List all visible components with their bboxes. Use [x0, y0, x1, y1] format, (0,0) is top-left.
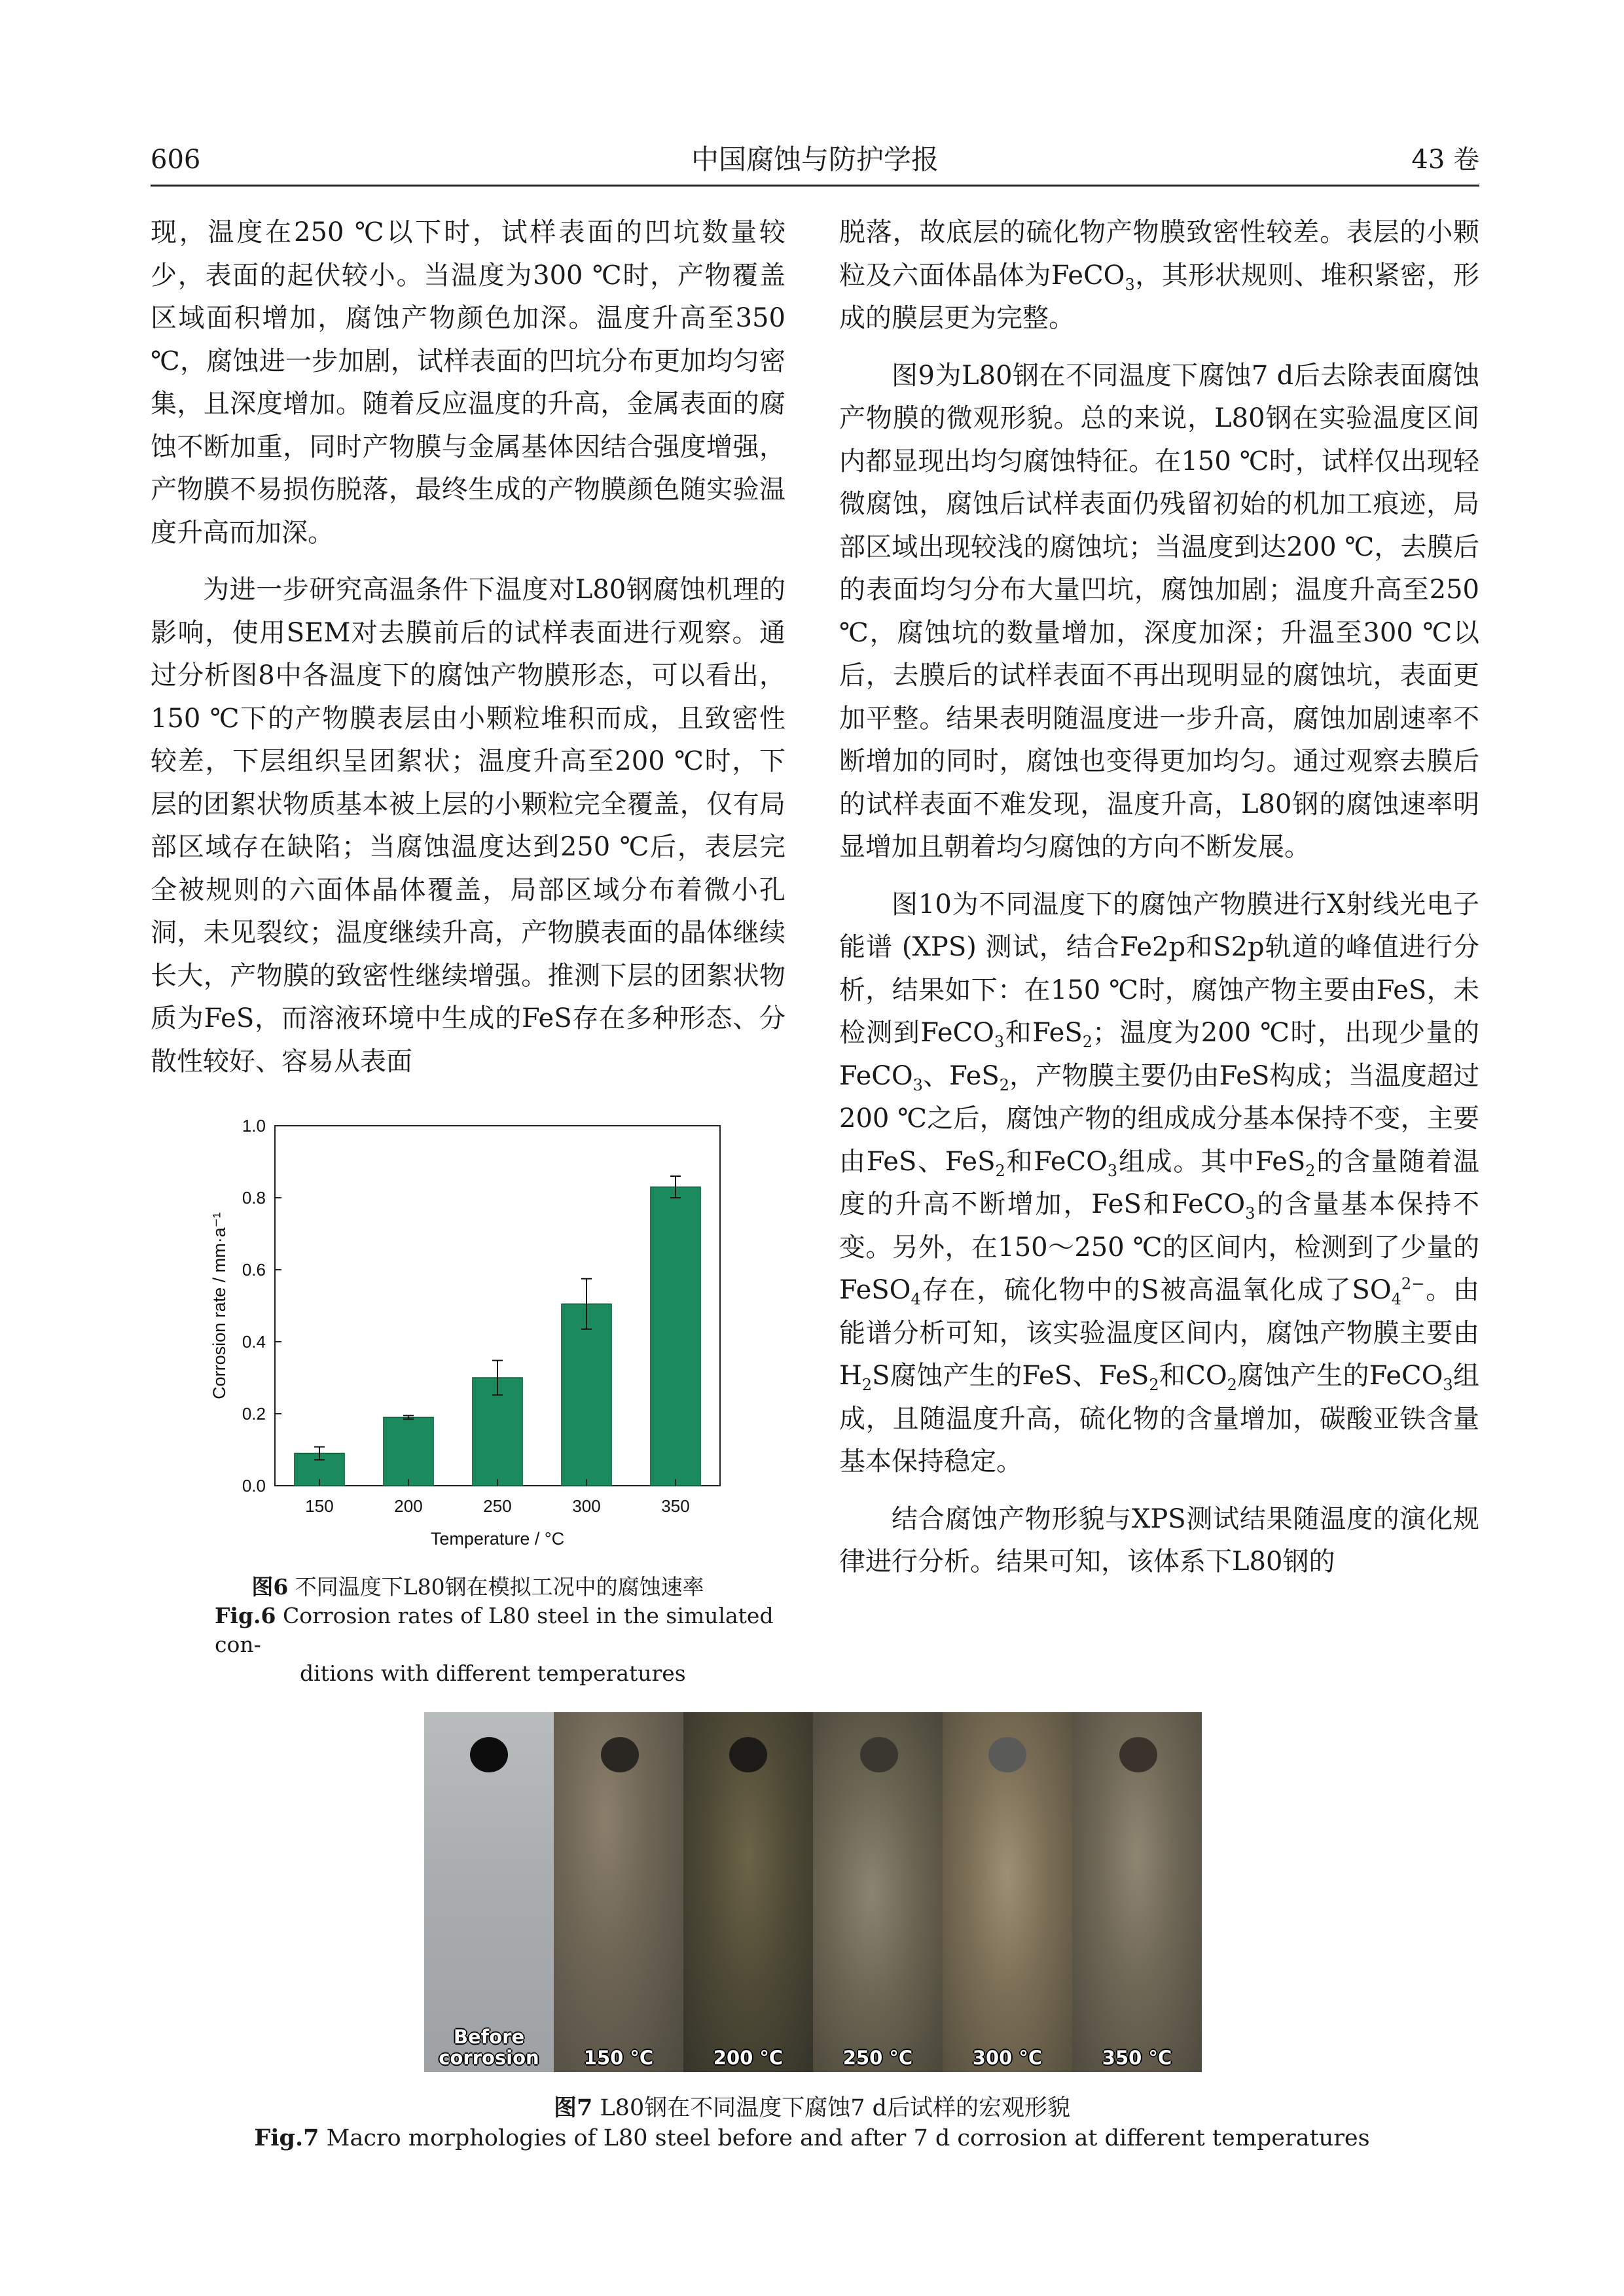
x-tick-label: 200: [394, 1496, 423, 1516]
panel-label: Before corrosion: [439, 2026, 539, 2069]
x-tick-label: 150: [305, 1496, 334, 1516]
specimen-150: [554, 1712, 683, 2072]
paragraph: 图9为L80钢在不同温度下腐蚀7 d后去除表面腐蚀产物膜的微观形貌。总的来说，L80钢在实验温度区间内都显现出均匀腐蚀特征。在150 ℃时，试样仅出现轻微腐蚀，腐蚀后试样表面仍残留初始的机加工痕迹，局部区域出现较浅的腐蚀坑；当温度到达200 ℃，去膜后的表面均匀分布大量凹坑，腐蚀加剧；温度升高至250 ℃，腐蚀坑的数量增加，深度加深；升温至300 ℃以后，去膜后的试样表面不再出现明显的腐蚀坑，表面更加平整。结果表明随温度进一步升高，腐蚀加剧速率不断增加的同时，腐蚀也变得更加均匀。通过观察去膜后的试样表面不难发现，温度升高，L80钢的腐蚀速率明显增加且朝着均匀腐蚀的方向不断发展。: [839, 360, 1479, 862]
specimen-300: [943, 1712, 1072, 2072]
y-tick-label: 0.4: [242, 1332, 266, 1352]
bar: [384, 1418, 433, 1486]
header-rule: [151, 185, 1479, 187]
specimen-250: [813, 1712, 943, 2072]
journal-title: 中国腐蚀与防护学报: [691, 143, 939, 175]
specimen-before: [424, 1712, 554, 2072]
figure-7-caption: 图7 L80钢在不同温度下腐蚀7 d后试样的宏观形貌 Fig.7 Macro morphologies of L80 steel before and after 7 d corrosion at different temperatures: [254, 2094, 1370, 2151]
specimen-200: [683, 1712, 813, 2072]
y-tick-label: 0.8: [242, 1188, 266, 1208]
specimen-hole: [988, 1737, 1026, 1772]
x-tick-label: 300: [572, 1496, 601, 1516]
specimen-hole: [1119, 1737, 1157, 1772]
paragraph: 为进一步研究高温条件下温度对L80钢腐蚀机理的影响，使用SEM对去膜前后的试样表面进行观察。通过分析图8中各温度下的腐蚀产物膜形态，可以看出，150 ℃下的产物膜表层由小颗粒堆积而成，且致密性较差，下层组织呈团絮状；温度升高至200 ℃时，下层的团絮状物质基本被上层的小颗粒完全覆盖，仅有局部区域存在缺陷；当腐蚀温度达到250 ℃后，表层完全被规则的六面体晶体覆盖，局部区域分布着微小孔洞，未见裂纹；温度继续升高，产物膜表面的晶体继续长大，产物膜的致密性继续增强。推测下层的团絮状物质为FeS，而溶液环境中生成的FeS存在多种形态、分散性较好、容易从表面: [151, 575, 785, 1077]
specimen-hole: [601, 1737, 639, 1772]
specimen-hole: [470, 1737, 508, 1772]
paragraph: 现，温度在250 ℃以下时，试样表面的凹坑数量较少，表面的起伏较小。当温度为300 ℃时，产物覆盖区域面积增加，腐蚀产物颜色加深。温度升高至350 ℃，腐蚀进一步加剧，试样表面的凹坑分布更加均匀密集，且深度增加。随着反应温度的升高，金属表面的腐蚀不断加重，同时产物膜与金属基体因结合强度增强，产物膜不易损伤脱落，最终生成的产物膜颜色随实验温度升高而加深。: [151, 217, 785, 548]
paragraph: 结合腐蚀产物形貌与XPS测试结果随温度的演化规律进行分析。结果可知，该体系下L80钢的: [839, 1503, 1479, 1577]
y-tick-label: 0.0: [242, 1476, 266, 1496]
y-tick-label: 1.0: [242, 1116, 266, 1136]
panel-label: 150 °C: [583, 2047, 654, 2069]
panel-label: 300 °C: [972, 2047, 1043, 2069]
volume-label: 43 卷: [1411, 145, 1479, 175]
specimen-350: [1072, 1712, 1202, 2072]
left-column: [151, 211, 785, 1083]
paragraph: 图10为不同温度下的腐蚀产物膜进行X射线光电子能谱 (XPS) 测试，结合Fe2p和S2p轨道的峰值进行分析，结果如下：在150 ℃时，腐蚀产物主要由FeS，未检测到FeCO$_3$和FeS$_2$；温度为200 ℃时，出现少量的FeCO$_3$、FeS$_2$，产物膜主要仍由FeS构成；当温度超过200 ℃之后，腐蚀产物的组成成分基本保持不变，主要由FeS、FeS$_2$和FeCO$_3$组成。其中FeS$_2$的含量随着温度的升高不断增加，FeS和FeCO$_3$的含量基本保持不变。另外，在150～250 ℃的区间内，检测到了少量的FeSO$_4$存在，硫化物中的S被高温氧化成了$SO_4^{2-}$。由能谱分析可知，该实验温度区间内，腐蚀产物膜主要由$H_2S$腐蚀产生的FeS、FeS$_2$和$CO_2$腐蚀产生的FeCO$_3$组成，且随温度升高，硫化物的含量增加，碳酸亚铁含量基本保持稳定。: [839, 889, 1480, 1477]
y-tick-label: 0.2: [242, 1404, 266, 1424]
figure-6-caption: 图6 不同温度下L80钢在模拟工况中的腐蚀速率 Fig.6 Corrosion rates of L80 steel in the simulated con- ditions with different temperatures: [215, 1574, 774, 1686]
page-number: 606: [151, 145, 201, 175]
panel-label: 200 °C: [713, 2047, 784, 2069]
bar: [651, 1187, 700, 1486]
x-tick-label: 350: [661, 1496, 690, 1516]
x-tick-label: 250: [483, 1496, 512, 1516]
figure-7-photo: [424, 1712, 1202, 2072]
x-axis-label: Temperature / °C: [430, 1529, 565, 1549]
y-axis-label: Corrosion rate / mm·a⁻¹: [209, 1212, 229, 1399]
specimen-hole: [729, 1737, 767, 1772]
bar: [562, 1304, 611, 1486]
paragraph: 脱落，故底层的硫化物产物膜致密性较差。表层的小颗粒及六面体晶体为FeCO$_3$，其形状规则、堆积紧密，形成的膜层更为完整。: [839, 217, 1480, 333]
panel-label: 350 °C: [1102, 2047, 1172, 2069]
panel-label: 250 °C: [842, 2047, 913, 2069]
figure-6: [196, 1113, 746, 1558]
running-header: [151, 140, 1479, 179]
right-column: [839, 211, 1479, 1584]
corrosion-rate-bar-chart: [196, 1113, 746, 1558]
specimen-hole: [860, 1737, 898, 1772]
y-tick-label: 0.6: [242, 1260, 266, 1280]
